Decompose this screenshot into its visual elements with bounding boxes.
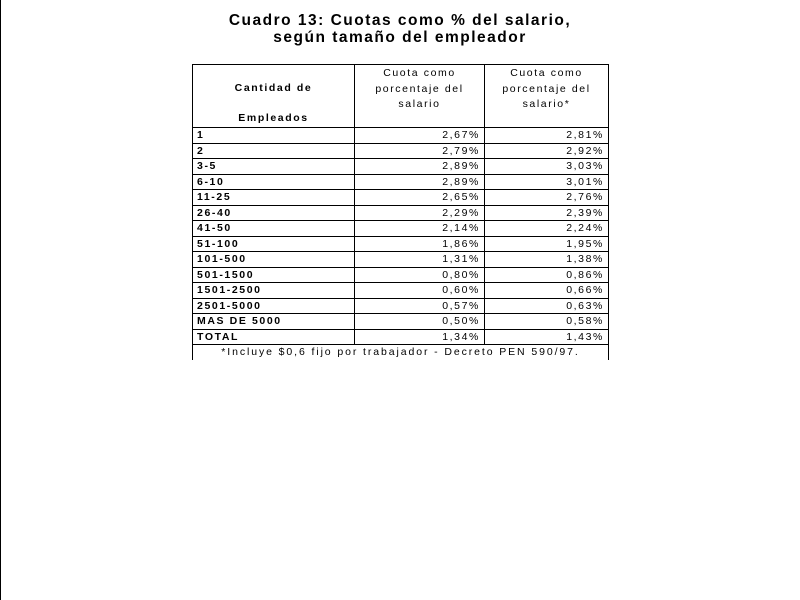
- table-row: [193, 205, 609, 221]
- row-employees-label: 501-1500: [193, 267, 355, 283]
- row-quota-pct-with-fixed: 1,38%: [485, 252, 609, 268]
- row-quota-pct-with-fixed: 1,43%: [485, 329, 609, 345]
- footnote-row: [193, 345, 609, 360]
- row-quota-pct-with-fixed: 0,66%: [485, 283, 609, 299]
- row-quota-pct: 0,80%: [355, 267, 485, 283]
- header-col3-line1: Cuota como: [510, 67, 583, 79]
- table-row: [193, 221, 609, 237]
- table-row: [193, 174, 609, 190]
- row-quota-pct: 2,89%: [355, 174, 485, 190]
- table-row: [193, 190, 609, 206]
- header-col1-line1: Cantidad de: [234, 82, 313, 94]
- row-quota-pct-with-fixed: 0,58%: [485, 314, 609, 330]
- row-quota-pct: 0,50%: [355, 314, 485, 330]
- table-row: [193, 314, 609, 330]
- row-quota-pct-with-fixed: 2,92%: [485, 143, 609, 159]
- header-cuota-salario: [355, 65, 485, 128]
- row-employees-label: 41-50: [193, 221, 355, 237]
- row-quota-pct-with-fixed: 2,81%: [485, 128, 609, 144]
- row-quota-pct-with-fixed: 3,03%: [485, 159, 609, 175]
- row-employees-label: 6-10: [193, 174, 355, 190]
- quota-table: [192, 64, 609, 360]
- page-title: [0, 12, 800, 46]
- row-quota-pct-with-fixed: 2,24%: [485, 221, 609, 237]
- row-quota-pct: 0,60%: [355, 283, 485, 299]
- row-quota-pct: 0,57%: [355, 298, 485, 314]
- row-quota-pct: 2,67%: [355, 128, 485, 144]
- row-quota-pct-with-fixed: 2,39%: [485, 205, 609, 221]
- row-quota-pct: 1,86%: [355, 236, 485, 252]
- row-employees-label: MAS DE 5000: [193, 314, 355, 330]
- header-cuota-salario-fijo: [485, 65, 609, 128]
- table-row: [193, 159, 609, 175]
- row-quota-pct: 2,79%: [355, 143, 485, 159]
- row-quota-pct: 1,34%: [355, 329, 485, 345]
- table-row: [193, 252, 609, 268]
- row-quota-pct-with-fixed: 3,01%: [485, 174, 609, 190]
- row-employees-label: 11-25: [193, 190, 355, 206]
- row-quota-pct: 2,29%: [355, 205, 485, 221]
- row-employees-label: 2501-5000: [193, 298, 355, 314]
- row-employees-label: 3-5: [193, 159, 355, 175]
- row-employees-label: TOTAL: [193, 329, 355, 345]
- row-quota-pct: 2,14%: [355, 221, 485, 237]
- row-quota-pct: 1,31%: [355, 252, 485, 268]
- row-quota-pct-with-fixed: 2,76%: [485, 190, 609, 206]
- row-quota-pct: 2,89%: [355, 159, 485, 175]
- header-cantidad-empleados: [193, 65, 355, 128]
- row-quota-pct: 2,65%: [355, 190, 485, 206]
- row-quota-pct-with-fixed: 1,95%: [485, 236, 609, 252]
- row-employees-label: 51-100: [193, 236, 355, 252]
- row-employees-label: 1: [193, 128, 355, 144]
- table-row: [193, 236, 609, 252]
- table-row: [193, 128, 609, 144]
- table-header-row: [193, 65, 609, 128]
- table-row: [193, 143, 609, 159]
- row-employees-label: 2: [193, 143, 355, 159]
- table-body: [193, 128, 609, 345]
- table-row: [193, 329, 609, 345]
- title-line-1: Cuadro 13: Cuotas como % del salario,: [228, 12, 572, 29]
- row-quota-pct-with-fixed: 0,86%: [485, 267, 609, 283]
- table-row: [193, 283, 609, 299]
- header-col2-line1: Cuota como: [383, 67, 456, 79]
- title-line-2: según tamaño del empleador: [273, 29, 527, 46]
- table-footnote: *Incluye $0,6 fijo por trabajador - Decreto PEN 590/97.: [193, 345, 609, 360]
- window-left-border: [0, 0, 1, 600]
- header-col3-line2: porcentaje del: [502, 82, 591, 95]
- header-col3-line3: salario*: [522, 98, 571, 110]
- row-employees-label: 101-500: [193, 252, 355, 268]
- row-employees-label: 26-40: [193, 205, 355, 221]
- table-row: [193, 298, 609, 314]
- header-col2-line3: salario: [398, 98, 441, 110]
- header-col2-line2: porcentaje del: [375, 82, 464, 95]
- row-quota-pct-with-fixed: 0,63%: [485, 298, 609, 314]
- row-employees-label: 1501-2500: [193, 283, 355, 299]
- header-col1-line2: Empleados: [238, 112, 309, 124]
- table-row: [193, 267, 609, 283]
